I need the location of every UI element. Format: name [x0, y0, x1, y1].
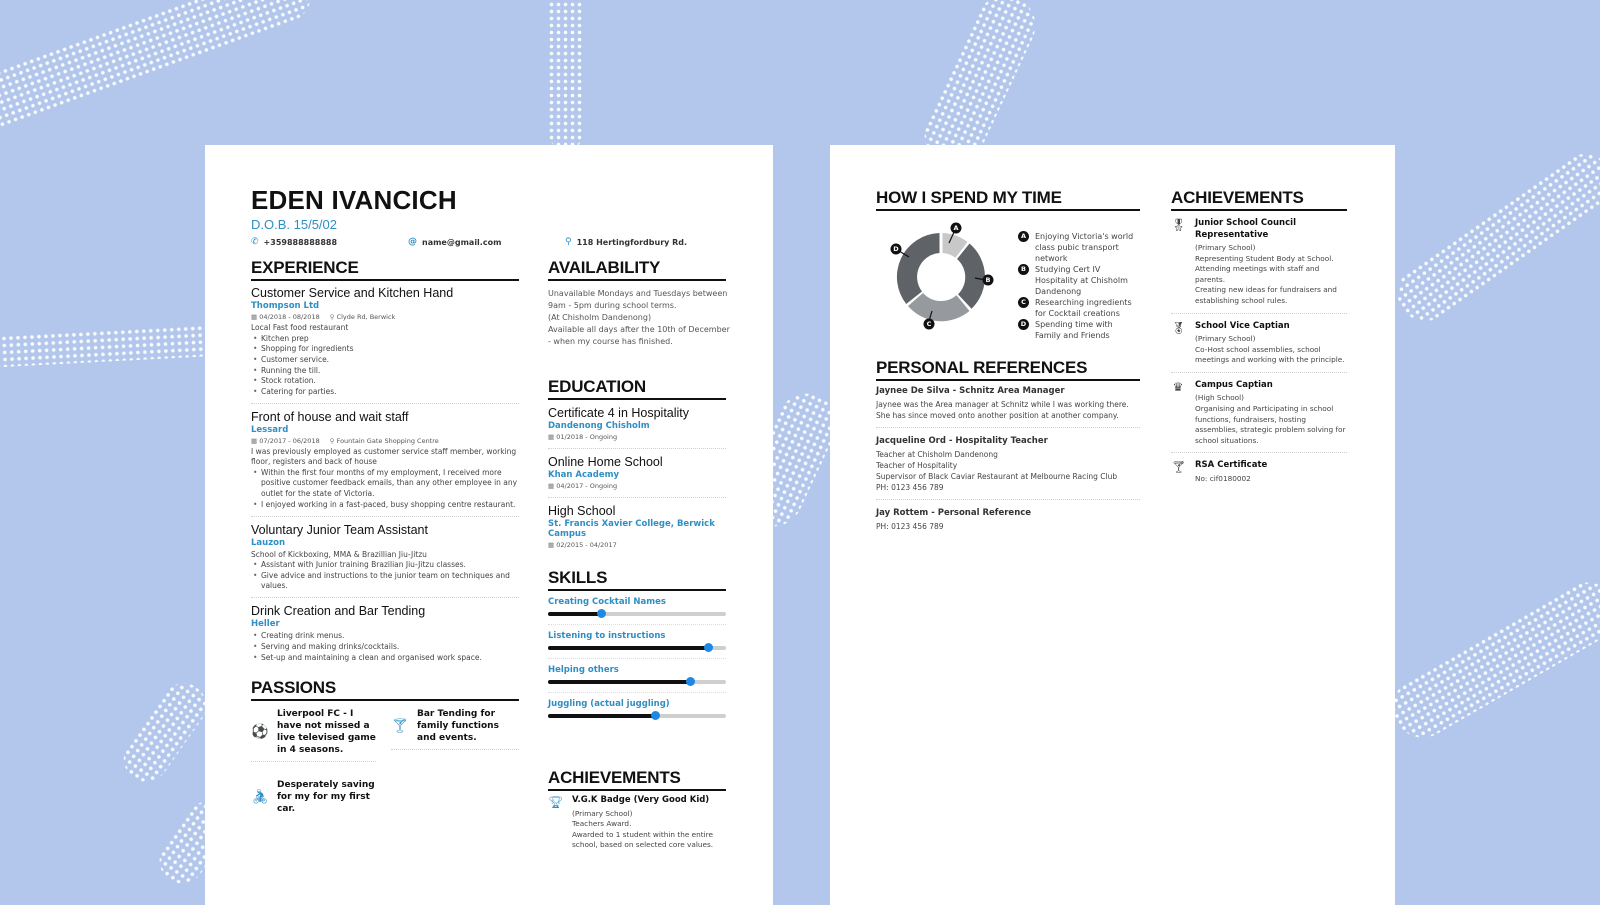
experience-entry: Customer Service and Kitchen Hand Thompson Ltd ▦ 04/2018 - 08/2018 ⚲ Clyde Rd, Berwick Local Fast food restaurant • Kitchen prep • Shopping for ingredients • Customer service. • Running the till. • Stock rotation. • Catering for parties. [251, 286, 519, 404]
svg-text:A: A [953, 224, 959, 233]
achievement-item: 🏆︎ V.G.K Badge (Very Good Kid) (Primary School) Teachers Award. Awarded to 1 student within the entire school, based on selected core values. [548, 795, 714, 850]
skills-heading: SKILLS [548, 568, 726, 591]
job-title: Drink Creation and Bar Tending [251, 604, 426, 619]
calendar-icon: ▦ [251, 436, 258, 445]
bg-pattern-stripe [115, 675, 215, 791]
achievement-item: 🍸︎ RSA Certificate No: cif0180002 [1171, 460, 1268, 483]
job-bullets: • Assistant with Junior training Brazilian Jiu-Jitzu classes. • Give advice and instructions to the junior team on techniques and values. [251, 560, 519, 592]
skill-slider [548, 680, 726, 684]
education-entry: Online Home School Khan Academy ▦ 04/2017 - Ongoing [548, 455, 726, 498]
job-description: School of Kickboxing, MMA & Brazillian Jiu-Jitzu [251, 549, 427, 559]
legend-item: C Researching ingredients for Cocktail creations [1018, 297, 1136, 319]
location-pin-icon: ⚲ [565, 237, 572, 247]
calendar-icon: ▦ [548, 541, 555, 549]
job-description: Local Fast food restaurant [251, 323, 349, 332]
education-entry: High School St. Francis Xavier College, Berwick Campus ▦ 02/2015 - 04/2017 [548, 504, 726, 556]
achievements-heading: ACHIEVEMENTS [1171, 188, 1347, 211]
education-entry: Certificate 4 in Hospitality Dandenong Chisholm ▦ 01/2018 - Ongoing [548, 406, 726, 449]
ribbon-award-icon: 🎖︎ [1171, 218, 1187, 232]
availability-text: Unavailable Mondays and Tuesdays between 9am - 5pm during school terms. (At Chisholm Dandenong) Available all days after the 10th of December - when my course has finished. [548, 289, 730, 346]
skill-slider [548, 646, 726, 650]
medal-icon: 🏅︎ [1171, 320, 1187, 335]
skill-item: Juggling (actual juggling) [548, 699, 726, 726]
experience-entry [251, 604, 519, 668]
donut-segment-b [957, 244, 985, 309]
legend-item: B Studying Cert IV Hospitality at Chisholm Dandenong [1018, 264, 1136, 297]
education-list [548, 406, 726, 562]
at-sign-icon: @ [408, 237, 417, 247]
donut-segment-d [897, 233, 940, 304]
achievements-heading: ACHIEVEMENTS [548, 768, 726, 791]
job-title: Customer Service and Kitchen Hand [251, 286, 454, 300]
time-heading: HOW I SPEND MY TIME [876, 188, 1140, 211]
legend-item: D Spending time with Family and Friends [1018, 319, 1136, 341]
cocktail-glass-icon: 🍸︎ [1171, 460, 1187, 475]
job-bullets: • Creating drink menus. • Serving and making drinks/cocktails. • Set-up and maintaining a clean and organised work space. [251, 631, 519, 663]
achievement-item: 🏅︎ School Vice Captian (Primary School) Co-Host school assemblies, school meetings and working with the principle. [1171, 321, 1347, 373]
svg-text:B: B [985, 276, 991, 285]
school-name: Dandenong Chisholm [548, 421, 650, 431]
calendar-icon: ▦ [251, 313, 258, 321]
achievements-list [548, 795, 726, 864]
degree-title: Certificate 4 in Hospitality [548, 406, 690, 420]
company-name: Lauzon [251, 537, 286, 548]
bg-pattern-stripe [1382, 572, 1600, 749]
slider-knob [651, 711, 660, 720]
bg-pattern-stripe [1387, 143, 1600, 331]
references-list [876, 386, 1140, 546]
passion-item: 🍸︎ Bar Tending for family functions and events. [391, 708, 519, 750]
achievements-list [1171, 218, 1347, 497]
svg-text:D: D [893, 245, 899, 254]
job-description: I was previously employed as customer service staff member, working floor, registers and back of house [251, 446, 517, 467]
availability-heading: AVAILABILITY [548, 258, 726, 281]
education-heading: EDUCATION [548, 377, 726, 400]
cocktail-glass-icon: 🍸︎ [391, 718, 409, 734]
trophy-icon: 🏆︎ [548, 795, 564, 809]
company-name: Lessard [251, 424, 289, 435]
calendar-icon: ▦ [548, 482, 555, 490]
resume-page-2 [830, 145, 1395, 905]
contact-address: ⚲ 118 Hertingfordbury Rd. [565, 237, 688, 247]
location-pin-icon: ⚲ [329, 313, 335, 321]
bg-pattern-stripe [548, 0, 584, 150]
school-name: Khan Academy [548, 470, 619, 480]
reference-item: Jaynee De Silva - Schnitz Area Manager Jaynee was the Area manager at Schnitz while I was working there. She has since moved onto another position at another company. [876, 386, 1140, 428]
skill-item: Listening to instructions [548, 631, 726, 659]
resume-page-1 [205, 145, 773, 905]
job-bullets: • Within the first four months of my employment, I received more positive customer feedback emails, than any other employee in any outlet for the state of Victoria. • I enjoyed working in a fast-paced, busy shopping centre restaurant. [251, 468, 519, 511]
contact-phone: ✆ +359888888888 [251, 237, 338, 247]
experience-heading: EXPERIENCE [251, 258, 519, 281]
degree-title: High School [548, 504, 616, 518]
svg-text:C: C [926, 320, 932, 329]
bg-pattern-stripe [0, 0, 319, 135]
skill-item: Creating Cocktail Names [548, 597, 726, 625]
skill-slider [548, 714, 726, 718]
passions-heading: PASSIONS [251, 678, 519, 701]
slider-knob [597, 609, 606, 618]
skill-item: Helping others [548, 665, 726, 693]
soccer-ball-icon: ⚽ [251, 724, 269, 740]
company-name: Thompson Ltd [251, 301, 320, 311]
candidate-name: EDEN IVANCICH [251, 185, 457, 215]
phone-icon: ✆ [251, 237, 259, 247]
skill-slider [548, 612, 726, 616]
calendar-icon: ▦ [548, 433, 555, 441]
job-title: Front of house and wait staff [251, 409, 409, 424]
reference-item: Jay Rottem - Personal Reference PH: 0123 456 789 [876, 508, 1032, 531]
job-bullets: • Kitchen prep • Shopping for ingredients • Customer service. • Running the till. • Stock rotation. • Catering for parties. [251, 334, 519, 398]
passion-item: ⚽ Liverpool FC - I have not missed a live televised game in 4 seasons. [251, 708, 376, 762]
contact-email[interactable]: @ name@gmail.com [408, 237, 502, 247]
time-donut-chart [884, 220, 1004, 332]
company-name: Heller [251, 619, 280, 630]
achievement-item: 🎖︎ Junior School Council Representative (Primary School) Representing Student Body at School. Attending meetings with staff and parents. Creating new ideas for fundraisers and establishing school rules. [1171, 218, 1347, 314]
slider-knob [704, 643, 713, 652]
slider-knob [686, 677, 695, 686]
bg-pattern-stripe [0, 324, 221, 369]
references-heading: PERSONAL REFERENCES [876, 358, 1140, 381]
time-legend [1018, 231, 1136, 341]
job-title: Voluntary Junior Team Assistant [251, 522, 428, 537]
passion-item: 🚴︎ Desperately saving for my for my first car. [251, 780, 375, 814]
experience-entry: Front of house and wait staff Lessard ▦ 07/2017 - 06/2018 ⚲ Fountain Gate Shopping Centre I was previously employed as customer service staff member, working floor, registers and back of house • Within the first four months of my employment, I received more positive customer feedback emails, than any other employee in any outlet for the state of Victoria. • I enjoyed working in a fast-paced, busy shopping centre restaurant. [251, 410, 519, 517]
cyclist-icon: 🚴︎ [251, 789, 269, 805]
degree-title: Online Home School [548, 455, 663, 469]
skills-list [548, 597, 726, 732]
achievement-item: ♛ Campus Captian (High School) Organising and Participating in school functions, fundraisers, hosting assemblies, strategic problem solving for school situations. [1171, 380, 1347, 453]
reference-item: Jacqueline Ord - Hospitality Teacher Teacher at Chisholm Dandenong Teacher of Hospitality Supervisor of Black Caviar Restaurant at Melbourne Racing Club PH: 0123 456 789 [876, 436, 1140, 500]
legend-item: A Enjoying Victoria's world class pubic transport network [1018, 231, 1136, 264]
crown-icon: ♛ [1172, 379, 1184, 394]
location-pin-icon: ⚲ [329, 436, 335, 445]
school-name: St. Francis Xavier College, Berwick Campus [548, 519, 715, 539]
experience-list [251, 286, 519, 674]
donut-segment-c [908, 293, 970, 321]
experience-entry [251, 523, 519, 599]
date-of-birth: D.O.B. 15/5/02 [251, 217, 337, 232]
